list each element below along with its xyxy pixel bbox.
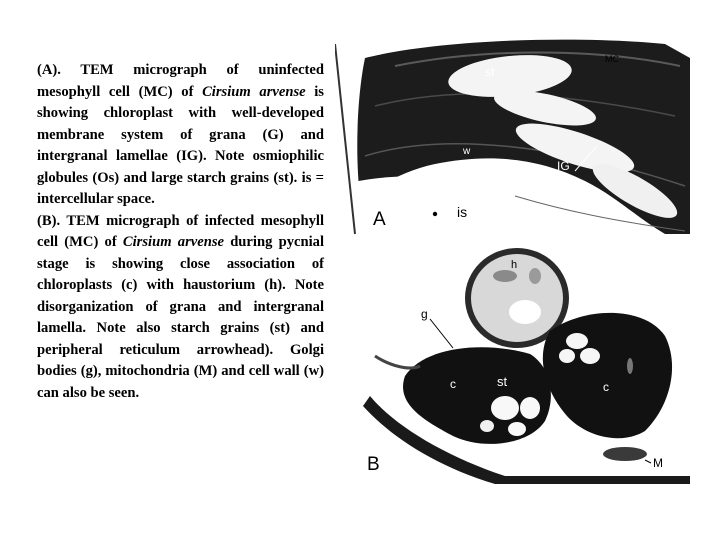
caption-a-species: Cirsium arvense bbox=[202, 83, 306, 100]
label-mc: MC bbox=[605, 54, 619, 64]
caption-a-text-2: is showing chloroplast with well-developed membrane system of grana (G) and intergranal lamellae (IG). Note osmiophilic globules (Os) and large starch grains (st). is = intercellular space. bbox=[37, 83, 324, 207]
label-ig: IG bbox=[557, 159, 570, 173]
figure-caption bbox=[37, 60, 324, 404]
tem-micrograph-figure bbox=[335, 36, 695, 488]
caption-b-text-1: (B). TEM micrograph of infected mesophyll cell (MC) of bbox=[37, 212, 324, 250]
label-st-a: st bbox=[485, 65, 495, 79]
label-g: g bbox=[421, 307, 428, 321]
label-m: M bbox=[653, 456, 663, 470]
label-w: w bbox=[463, 146, 471, 157]
panel-label-b: B bbox=[367, 454, 380, 475]
label-c-right: c bbox=[603, 380, 609, 394]
caption-b-species: Cirsium arvense bbox=[122, 234, 224, 250]
label-st-b: st bbox=[497, 374, 508, 389]
label-c-left: c bbox=[450, 377, 456, 391]
micrograph-panel-b bbox=[335, 241, 690, 488]
caption-a-text-1: (A). TEM micrograph of uninfected mesophyll cell (MC) of bbox=[37, 62, 324, 100]
caption-panel-a bbox=[37, 60, 324, 211]
label-h: h bbox=[511, 259, 518, 271]
label-is: is bbox=[457, 204, 468, 220]
micrograph-panel-a bbox=[335, 36, 690, 234]
caption-b-text-2: during pycnial stage is showing close association of chloroplasts (c) with haustorium (h). Note disorganization of grana and intergranal lamella. Note also starch grains (st) and peripheral reticulum arrowhead). Golgi bodies (g), mitochondria (M) and cell wall (w) can also be seen. bbox=[37, 234, 324, 401]
mitochondrion bbox=[603, 447, 647, 461]
starch-grain-b1 bbox=[491, 396, 519, 420]
caption-panel-b bbox=[37, 211, 324, 405]
panel-label-a: A bbox=[373, 209, 386, 230]
